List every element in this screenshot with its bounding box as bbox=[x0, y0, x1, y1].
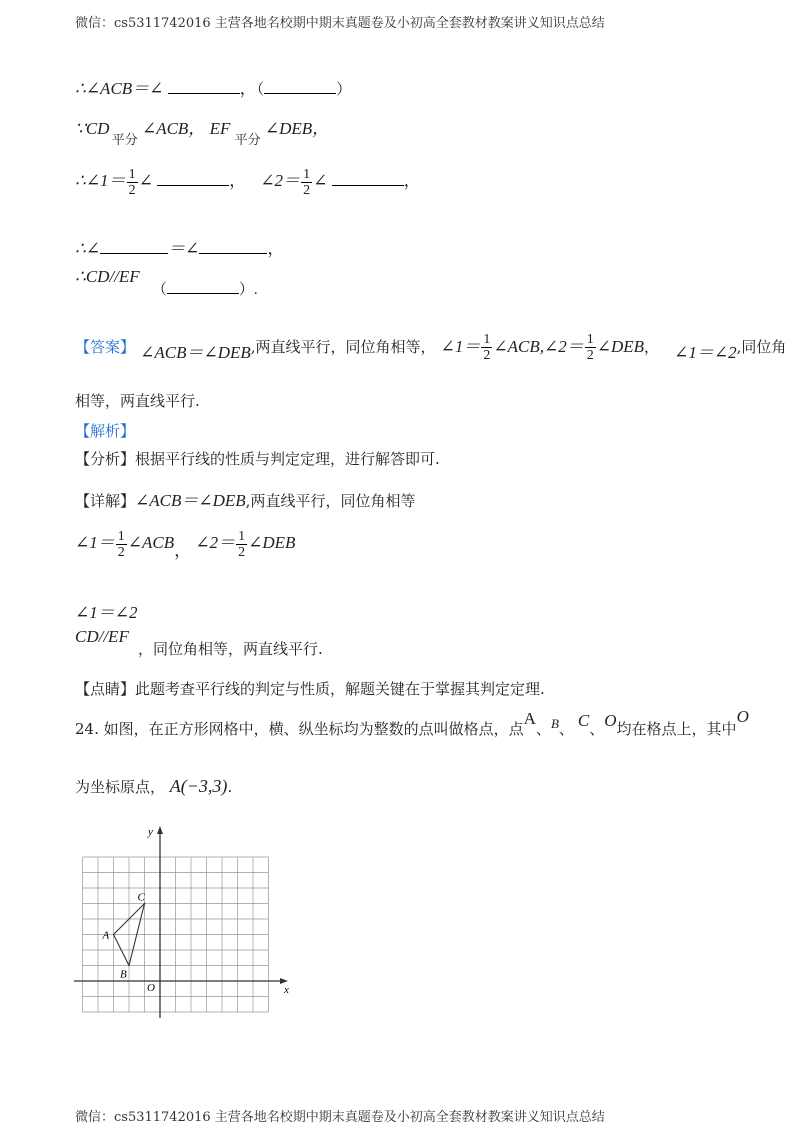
fill-blank[interactable] bbox=[167, 279, 239, 294]
fill-blank[interactable] bbox=[199, 239, 267, 254]
proof-line-4: ∴∠ ＝∠ ， bbox=[75, 239, 285, 258]
fill-blank[interactable] bbox=[157, 171, 229, 186]
fraction-half: $\frac{1}{2}$ bbox=[128, 166, 136, 198]
coordinate-grid-figure bbox=[70, 818, 300, 1028]
fill-blank[interactable] bbox=[264, 79, 336, 94]
fill-blank[interactable] bbox=[332, 171, 404, 186]
origin-label: O bbox=[147, 982, 155, 994]
fill-blank[interactable] bbox=[100, 239, 168, 254]
fraction-half: $\frac{1}{2}$ bbox=[483, 332, 491, 363]
answer-line-2: 相等，两直线平行. bbox=[75, 392, 200, 410]
y-axis-arrow bbox=[157, 826, 163, 834]
answer-tag: 【答案】 bbox=[75, 338, 136, 356]
analysis-xiangjie: 【详解】∠ACB＝∠DEB,两直线平行，同位角相等 bbox=[75, 491, 416, 510]
fraction-half: $\frac{1}{2}$ bbox=[238, 528, 246, 560]
y-axis-label: y bbox=[148, 826, 153, 838]
question-24-line-2: 为坐标原点， A(−3,3). bbox=[75, 776, 233, 796]
proof-line-2: ∵CD $_{平分}$ ∠ACB， EF $_{平分}$ ∠DEB， bbox=[75, 119, 330, 147]
proof-line-5: ∴CD//EF （ ）. bbox=[75, 267, 258, 298]
analysis-cdef-line: CD//EF ，同位角相等，两直线平行. bbox=[75, 627, 323, 658]
analysis-dianjing: 【点睛】此题考查平行线的判定与性质，解题关键在于掌握其判定定理. bbox=[75, 680, 545, 698]
proof-line-1: ∴∠ACB＝∠ ，（ ） bbox=[75, 79, 352, 98]
analysis-eq-line: ∠1＝ $\frac{1}{2}$ ∠ACB， ∠2＝ $\frac{1}{2}$ ∠DEB bbox=[75, 528, 296, 560]
proof-line-1-prefix: ∴∠ACB＝∠ bbox=[75, 79, 164, 98]
x-axis-label: x bbox=[284, 984, 289, 996]
analysis-fenxi: 【分析】根据平行线的性质与判定定理，进行解答即可. bbox=[75, 450, 440, 468]
page-footer: 微信：cs5311742016 主营各地名校期中期末真题卷及小初高全套教材教案讲义知识点总结 bbox=[75, 1110, 605, 1125]
point-label-c: C bbox=[137, 891, 145, 904]
fill-blank[interactable] bbox=[168, 79, 240, 94]
fraction-half: $\frac{1}{2}$ bbox=[117, 528, 125, 560]
answer-line-1: 【答案】 ∠ACB＝∠DEB,两直线平行，同位角相等， ∠1＝ $\frac{1}{2}$ ∠ACB,∠2＝ $\frac{1}{2}$ ∠DEB， ∠1＝∠2,同位角 bbox=[75, 332, 787, 363]
analysis-tag: 【解析】 bbox=[75, 422, 136, 440]
point-label-b: B bbox=[120, 968, 127, 981]
fraction-half: $\frac{1}{2}$ bbox=[586, 332, 594, 363]
point-label-a: A bbox=[102, 929, 110, 942]
grid-lines bbox=[83, 857, 269, 1012]
page-header: 微信：cs5311742016 主营各地名校期中期末真题卷及小初高全套教材教案讲义知识点总结 bbox=[75, 16, 605, 31]
analysis-eq3: ∠1＝∠2 bbox=[75, 603, 138, 622]
question-24-line-1: 24. 如图，在正方形网格中，横、纵坐标均为整数的点叫做格点，点A、B、 C、O均在格点上，其中O bbox=[75, 707, 749, 738]
proof-line-3: ∴∠1＝ $\frac{1}{2}$ ∠ ， ∠2＝ $\frac{1}{2}$ ∠ ， bbox=[75, 166, 421, 198]
fraction-half: $\frac{1}{2}$ bbox=[303, 166, 311, 198]
